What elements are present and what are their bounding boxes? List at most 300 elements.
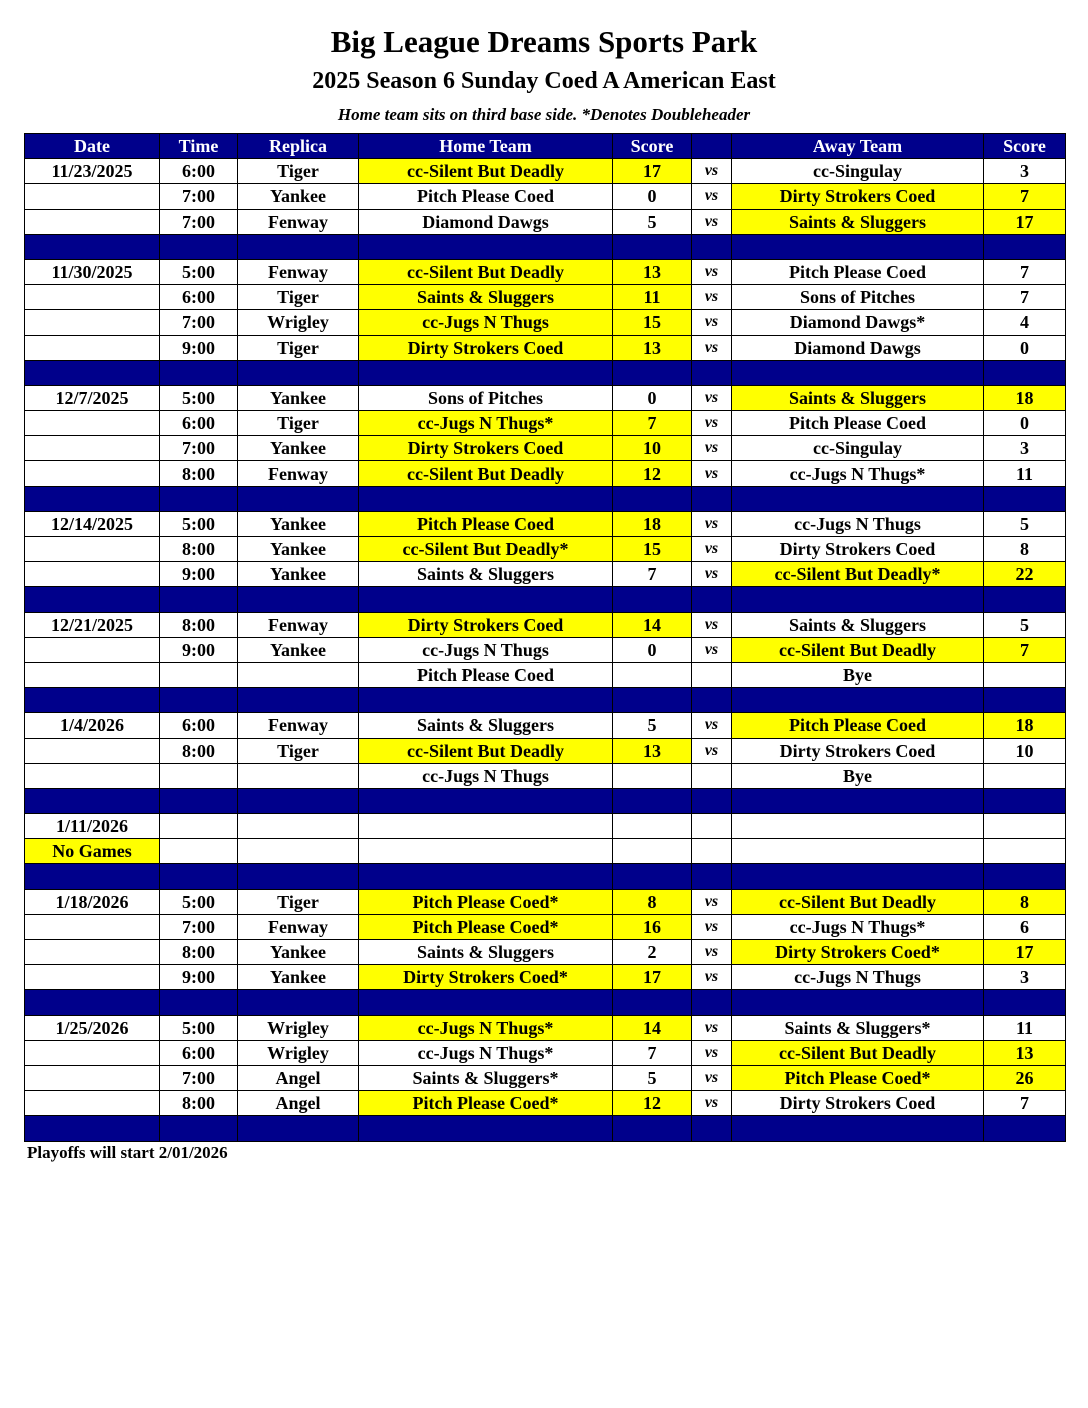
away-team-cell: Pitch Please Coed (732, 713, 984, 738)
home-team-cell: Sons of Pitches (359, 385, 613, 410)
table-row (25, 914, 1066, 939)
date-cell (25, 940, 160, 965)
separator-cell (692, 234, 732, 259)
separator-cell (238, 990, 359, 1015)
replica-cell: Yankee (238, 562, 359, 587)
home-score-cell (613, 662, 692, 687)
home-score-cell: 14 (613, 1015, 692, 1040)
replica-cell: Yankee (238, 511, 359, 536)
separator-cell (732, 234, 984, 259)
separator-cell (984, 788, 1066, 813)
replica-cell: Yankee (238, 537, 359, 562)
separator-cell (359, 864, 613, 889)
separator-cell (613, 788, 692, 813)
home-score-cell: 17 (613, 965, 692, 990)
time-cell: 7:00 (160, 436, 238, 461)
away-team-cell: Diamond Dawgs (732, 335, 984, 360)
home-score-cell: 12 (613, 461, 692, 486)
away-team-cell: Pitch Please Coed (732, 259, 984, 284)
vs-cell: vs (692, 411, 732, 436)
date-cell (25, 1040, 160, 1065)
home-score-cell: 16 (613, 914, 692, 939)
away-score-cell: 0 (984, 335, 1066, 360)
separator-cell (359, 788, 613, 813)
replica-cell: Fenway (238, 209, 359, 234)
home-score-cell: 7 (613, 562, 692, 587)
date-cell: 12/21/2025 (25, 612, 160, 637)
table-row (25, 1065, 1066, 1090)
away-score-cell: 7 (984, 184, 1066, 209)
date-cell: 12/14/2025 (25, 511, 160, 536)
away-team-cell: Dirty Strokers Coed* (732, 940, 984, 965)
home-score-cell: 8 (613, 889, 692, 914)
separator-cell (25, 990, 160, 1015)
separator-cell (238, 360, 359, 385)
home-score-cell: 12 (613, 1091, 692, 1116)
col-header-date: Date (25, 134, 160, 159)
away-team-cell: Saints & Sluggers (732, 209, 984, 234)
away-score-cell (984, 814, 1066, 839)
home-team-cell (359, 839, 613, 864)
date-cell (25, 209, 160, 234)
separator-cell (984, 688, 1066, 713)
home-team-cell: cc-Jugs N Thugs* (359, 1040, 613, 1065)
separator-cell (359, 587, 613, 612)
time-cell: 5:00 (160, 1015, 238, 1040)
away-team-cell: cc-Singulay (732, 436, 984, 461)
home-team-cell: cc-Jugs N Thugs (359, 763, 613, 788)
vs-cell: vs (692, 965, 732, 990)
vs-cell: vs (692, 335, 732, 360)
away-team-cell: Bye (732, 763, 984, 788)
home-team-cell: cc-Silent But Deadly (359, 159, 613, 184)
col-header-away-score: Score (984, 134, 1066, 159)
date-cell (25, 285, 160, 310)
time-cell: 7:00 (160, 184, 238, 209)
separator-cell (613, 688, 692, 713)
home-score-cell (613, 814, 692, 839)
separator-cell (732, 486, 984, 511)
away-score-cell: 18 (984, 713, 1066, 738)
vs-cell: vs (692, 612, 732, 637)
home-team-cell: Pitch Please Coed* (359, 1091, 613, 1116)
separator-cell (692, 587, 732, 612)
home-team-cell: Saints & Sluggers* (359, 1065, 613, 1090)
table-row (25, 310, 1066, 335)
home-team-cell: Pitch Please Coed* (359, 914, 613, 939)
home-score-cell: 13 (613, 335, 692, 360)
separator-cell (613, 360, 692, 385)
away-score-cell: 3 (984, 965, 1066, 990)
table-row (25, 763, 1066, 788)
separator-row (25, 486, 1066, 511)
away-team-cell: Dirty Strokers Coed (732, 184, 984, 209)
away-score-cell: 18 (984, 385, 1066, 410)
vs-cell: vs (692, 1065, 732, 1090)
replica-cell: Fenway (238, 259, 359, 284)
separator-cell (732, 864, 984, 889)
col-header-vs (692, 134, 732, 159)
separator-cell (238, 234, 359, 259)
replica-cell: Yankee (238, 940, 359, 965)
home-team-cell: Dirty Strokers Coed (359, 335, 613, 360)
time-cell: 8:00 (160, 612, 238, 637)
away-score-cell: 8 (984, 889, 1066, 914)
separator-cell (732, 990, 984, 1015)
home-score-cell: 5 (613, 1065, 692, 1090)
separator-cell (984, 587, 1066, 612)
home-team-cell: Dirty Strokers Coed* (359, 965, 613, 990)
vs-cell (692, 662, 732, 687)
table-row (25, 184, 1066, 209)
separator-cell (238, 788, 359, 813)
vs-cell: vs (692, 285, 732, 310)
date-cell: 11/23/2025 (25, 159, 160, 184)
separator-cell (613, 486, 692, 511)
home-score-cell: 2 (613, 940, 692, 965)
time-cell: 6:00 (160, 713, 238, 738)
away-score-cell: 8 (984, 537, 1066, 562)
table-row (25, 814, 1066, 839)
separator-cell (359, 688, 613, 713)
separator-cell (25, 234, 160, 259)
separator-cell (160, 1116, 238, 1141)
away-score-cell: 22 (984, 562, 1066, 587)
away-team-cell: Dirty Strokers Coed (732, 537, 984, 562)
away-team-cell: cc-Silent But Deadly (732, 889, 984, 914)
separator-cell (692, 990, 732, 1015)
time-cell: 5:00 (160, 259, 238, 284)
home-score-cell: 15 (613, 537, 692, 562)
separator-cell (984, 234, 1066, 259)
replica-cell: Tiger (238, 411, 359, 436)
vs-cell: vs (692, 1015, 732, 1040)
vs-cell: vs (692, 713, 732, 738)
separator-cell (238, 864, 359, 889)
home-score-cell: 14 (613, 612, 692, 637)
home-team-cell: Dirty Strokers Coed (359, 612, 613, 637)
separator-cell (984, 864, 1066, 889)
replica-cell: Yankee (238, 385, 359, 410)
vs-cell: vs (692, 1040, 732, 1065)
separator-cell (984, 360, 1066, 385)
time-cell: 9:00 (160, 335, 238, 360)
date-cell (25, 738, 160, 763)
col-header-time: Time (160, 134, 238, 159)
time-cell (160, 662, 238, 687)
replica-cell: Wrigley (238, 310, 359, 335)
vs-cell: vs (692, 537, 732, 562)
separator-cell (732, 788, 984, 813)
col-header-home-team: Home Team (359, 134, 613, 159)
home-team-cell: cc-Silent But Deadly* (359, 537, 613, 562)
home-team-cell: cc-Jugs N Thugs* (359, 411, 613, 436)
separator-cell (984, 486, 1066, 511)
time-cell: 8:00 (160, 738, 238, 763)
date-cell (25, 763, 160, 788)
separator-cell (160, 990, 238, 1015)
time-cell: 6:00 (160, 411, 238, 436)
table-row (25, 738, 1066, 763)
page-title: Big League Dreams Sports Park (330, 24, 758, 59)
separator-cell (160, 360, 238, 385)
vs-cell: vs (692, 889, 732, 914)
time-cell: 9:00 (160, 965, 238, 990)
date-cell: 12/7/2025 (25, 385, 160, 410)
time-cell: 5:00 (160, 889, 238, 914)
home-score-cell (613, 763, 692, 788)
away-score-cell: 11 (984, 461, 1066, 486)
away-team-cell: Sons of Pitches (732, 285, 984, 310)
replica-cell: Fenway (238, 713, 359, 738)
table-row (25, 385, 1066, 410)
time-cell: 6:00 (160, 285, 238, 310)
separator-cell (613, 234, 692, 259)
away-team-cell: cc-Jugs N Thugs (732, 511, 984, 536)
separator-cell (238, 486, 359, 511)
away-score-cell: 6 (984, 914, 1066, 939)
table-header-row (25, 134, 1066, 159)
replica-cell (238, 763, 359, 788)
separator-cell (238, 688, 359, 713)
date-cell: 1/4/2026 (25, 713, 160, 738)
separator-cell (25, 1116, 160, 1141)
time-cell: 7:00 (160, 1065, 238, 1090)
home-team-cell: Pitch Please Coed (359, 511, 613, 536)
time-cell: 9:00 (160, 562, 238, 587)
separator-cell (238, 1116, 359, 1141)
separator-cell (25, 587, 160, 612)
separator-cell (732, 360, 984, 385)
away-score-cell: 7 (984, 1091, 1066, 1116)
vs-cell: vs (692, 914, 732, 939)
home-team-cell: Diamond Dawgs (359, 209, 613, 234)
away-score-cell: 10 (984, 738, 1066, 763)
separator-cell (359, 234, 613, 259)
separator-row (25, 234, 1066, 259)
home-team-cell: Pitch Please Coed (359, 662, 613, 687)
away-score-cell: 3 (984, 436, 1066, 461)
home-score-cell: 0 (613, 385, 692, 410)
date-cell (25, 184, 160, 209)
separator-cell (984, 1116, 1066, 1141)
separator-cell (359, 360, 613, 385)
separator-cell (692, 360, 732, 385)
separator-cell (613, 990, 692, 1015)
time-cell: 6:00 (160, 159, 238, 184)
col-header-replica: Replica (238, 134, 359, 159)
date-cell: No Games (25, 839, 160, 864)
away-score-cell (984, 662, 1066, 687)
table-row (25, 411, 1066, 436)
away-team-cell: Diamond Dawgs* (732, 310, 984, 335)
away-score-cell: 26 (984, 1065, 1066, 1090)
date-cell (25, 662, 160, 687)
replica-cell: Fenway (238, 461, 359, 486)
away-score-cell: 7 (984, 285, 1066, 310)
away-score-cell: 17 (984, 940, 1066, 965)
home-score-cell: 13 (613, 738, 692, 763)
vs-cell: vs (692, 461, 732, 486)
time-cell: 7:00 (160, 209, 238, 234)
table-row (25, 662, 1066, 687)
away-team-cell: Pitch Please Coed* (732, 1065, 984, 1090)
away-score-cell: 0 (984, 411, 1066, 436)
time-cell (160, 763, 238, 788)
replica-cell: Yankee (238, 436, 359, 461)
away-team-cell: Pitch Please Coed (732, 411, 984, 436)
table-row (25, 285, 1066, 310)
home-score-cell: 7 (613, 411, 692, 436)
separator-cell (160, 788, 238, 813)
home-score-cell: 5 (613, 209, 692, 234)
date-cell: 1/25/2026 (25, 1015, 160, 1040)
home-team-cell: cc-Jugs N Thugs* (359, 1015, 613, 1040)
home-score-cell: 11 (613, 285, 692, 310)
vs-cell: vs (692, 511, 732, 536)
time-cell: 7:00 (160, 310, 238, 335)
home-score-cell: 17 (613, 159, 692, 184)
away-score-cell: 3 (984, 159, 1066, 184)
date-cell: 1/18/2026 (25, 889, 160, 914)
vs-cell: vs (692, 637, 732, 662)
home-score-cell: 0 (613, 184, 692, 209)
home-team-cell: Saints & Sluggers (359, 562, 613, 587)
table-row (25, 259, 1066, 284)
separator-cell (160, 234, 238, 259)
date-cell (25, 461, 160, 486)
away-score-cell: 13 (984, 1040, 1066, 1065)
home-score-cell: 13 (613, 259, 692, 284)
home-team-cell: cc-Silent But Deadly (359, 259, 613, 284)
table-row (25, 839, 1066, 864)
away-score-cell (984, 763, 1066, 788)
replica-cell: Fenway (238, 612, 359, 637)
away-team-cell: Dirty Strokers Coed (732, 1091, 984, 1116)
separator-cell (613, 587, 692, 612)
away-team-cell (732, 814, 984, 839)
separator-cell (25, 864, 160, 889)
separator-cell (238, 587, 359, 612)
date-cell (25, 335, 160, 360)
vs-cell: vs (692, 436, 732, 461)
separator-cell (692, 1116, 732, 1141)
vs-cell: vs (692, 1091, 732, 1116)
table-row (25, 159, 1066, 184)
replica-cell: Wrigley (238, 1040, 359, 1065)
time-cell: 8:00 (160, 537, 238, 562)
separator-cell (692, 788, 732, 813)
time-cell: 6:00 (160, 1040, 238, 1065)
separator-cell (359, 990, 613, 1015)
vs-cell: vs (692, 738, 732, 763)
away-score-cell: 17 (984, 209, 1066, 234)
replica-cell: Tiger (238, 889, 359, 914)
home-score-cell: 15 (613, 310, 692, 335)
vs-cell: vs (692, 310, 732, 335)
home-team-cell: Pitch Please Coed* (359, 889, 613, 914)
table-row (25, 713, 1066, 738)
away-score-cell: 11 (984, 1015, 1066, 1040)
date-cell (25, 537, 160, 562)
away-score-cell (984, 839, 1066, 864)
home-score-cell: 0 (613, 637, 692, 662)
away-score-cell: 4 (984, 310, 1066, 335)
table-row (25, 511, 1066, 536)
replica-cell: Yankee (238, 965, 359, 990)
separator-cell (732, 1116, 984, 1141)
separator-cell (692, 688, 732, 713)
vs-cell (692, 763, 732, 788)
separator-row (25, 587, 1066, 612)
separator-cell (732, 587, 984, 612)
away-team-cell: cc-Silent But Deadly (732, 637, 984, 662)
time-cell (160, 814, 238, 839)
date-cell (25, 310, 160, 335)
away-team-cell: Saints & Sluggers (732, 385, 984, 410)
replica-cell: Tiger (238, 285, 359, 310)
table-row (25, 612, 1066, 637)
replica-cell: Fenway (238, 914, 359, 939)
separator-cell (25, 788, 160, 813)
home-team-cell (359, 814, 613, 839)
table-row (25, 209, 1066, 234)
replica-cell (238, 839, 359, 864)
separator-cell (359, 1116, 613, 1141)
home-team-cell: Saints & Sluggers (359, 940, 613, 965)
replica-cell: Angel (238, 1065, 359, 1090)
vs-cell: vs (692, 385, 732, 410)
date-cell (25, 637, 160, 662)
time-cell: 8:00 (160, 461, 238, 486)
separator-row (25, 990, 1066, 1015)
col-header-away-team: Away Team (732, 134, 984, 159)
separator-cell (692, 486, 732, 511)
schedule-body (25, 159, 1066, 1141)
replica-cell (238, 814, 359, 839)
time-cell: 9:00 (160, 637, 238, 662)
separator-cell (160, 688, 238, 713)
date-cell (25, 914, 160, 939)
table-row (25, 940, 1066, 965)
separator-cell (692, 864, 732, 889)
separator-cell (25, 360, 160, 385)
time-cell: 5:00 (160, 511, 238, 536)
replica-cell: Angel (238, 1091, 359, 1116)
home-score-cell (613, 839, 692, 864)
table-row (25, 1015, 1066, 1040)
vs-cell (692, 839, 732, 864)
col-header-home-score: Score (613, 134, 692, 159)
away-score-cell: 7 (984, 637, 1066, 662)
separator-cell (25, 688, 160, 713)
home-team-cell: Pitch Please Coed (359, 184, 613, 209)
date-cell: 11/30/2025 (25, 259, 160, 284)
time-cell (160, 839, 238, 864)
separator-row (25, 788, 1066, 813)
away-team-cell: Dirty Strokers Coed (732, 738, 984, 763)
home-team-cell: cc-Silent But Deadly (359, 461, 613, 486)
away-score-cell: 5 (984, 511, 1066, 536)
vs-cell: vs (692, 159, 732, 184)
home-score-cell: 7 (613, 1040, 692, 1065)
away-team-cell: Bye (732, 662, 984, 687)
vs-cell: vs (692, 184, 732, 209)
separator-row (25, 1116, 1066, 1141)
replica-cell: Tiger (238, 335, 359, 360)
vs-cell: vs (692, 259, 732, 284)
home-score-cell: 5 (613, 713, 692, 738)
